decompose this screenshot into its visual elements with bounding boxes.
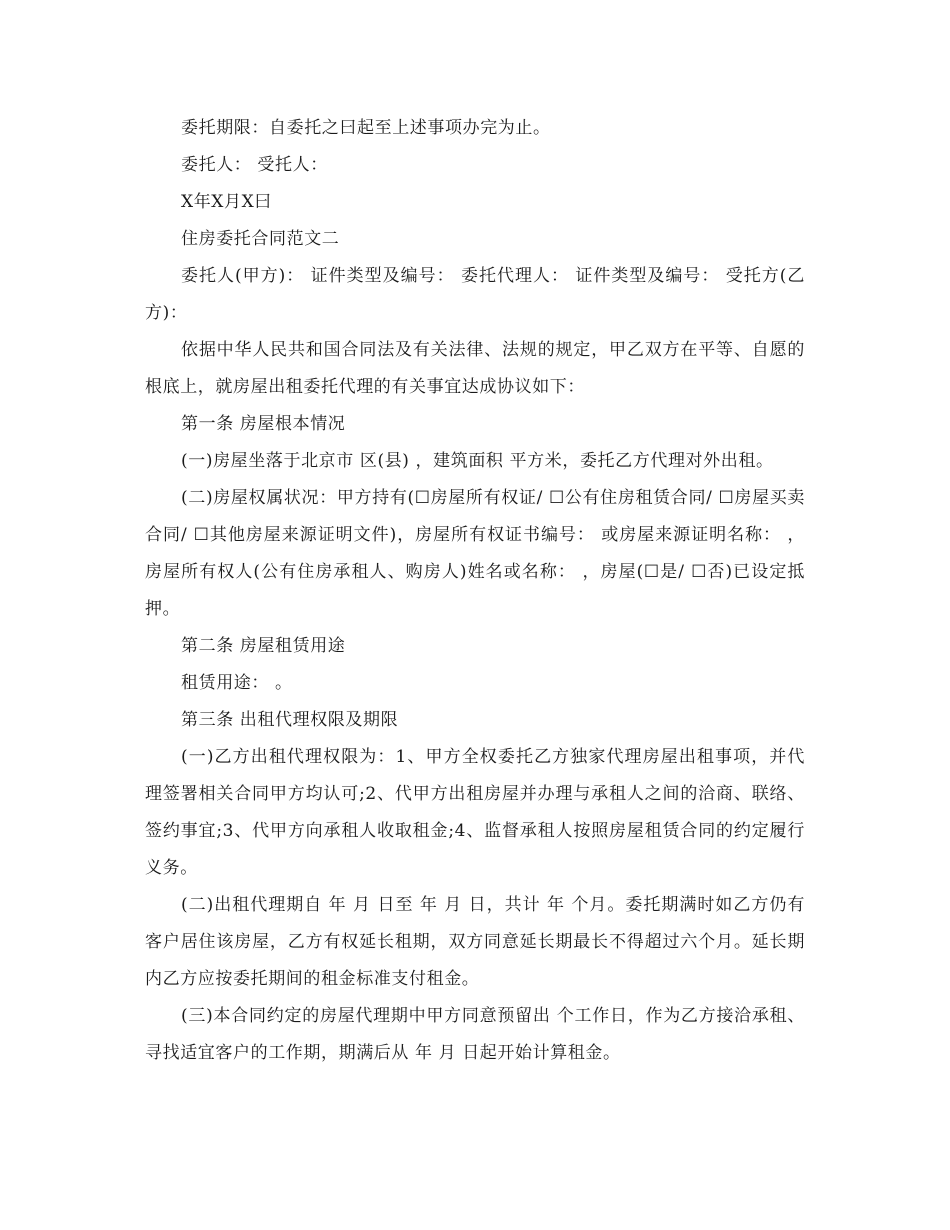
article-3-item-1: (一)乙方出租代理权限为：1、甲方全权委托乙方独家代理房屋出租事项，并代理签署相关合同甲方均认可;2、代甲方出租房屋并办理与承租人之间的洽商、联络、签约事宜;3、代甲方向承租人收取租金;4、监督承租人按照房屋租赁合同的约定履行义务。 (145, 747, 805, 878)
article-2-heading: 第二条 房屋租赁用途 (181, 636, 346, 656)
article-1-item-1: (一)房屋坐落于北京市 区(县) ，建筑面积 平方米，委托乙方代理对外出租。 (181, 451, 774, 471)
paragraph-preamble: 依据中华人民共和国合同法及有关法律、法规的规定，甲乙双方在平等、自愿的根底上，就房屋出租委托代理的有关事宜达成协议如下： (145, 340, 805, 397)
article-3-item-3: (三)本合同约定的房屋代理期中甲方同意预留出 个工作日，作为乙方接洽承租、寻找适宜客户的工作期，期满后从 年 月 日起开始计算租金。 (145, 1006, 805, 1063)
article-3-item-2: (二)出租代理期自 年 月 日至 年 月 日，共计 年 个月。委托期满时如乙方仍有客户居住该房屋，乙方有权延长租期，双方同意延长期最长不得超过六个月。延长期内乙方应按委托期间的租金标准支付租金。 (145, 895, 805, 989)
paragraph-principal-agent: 委托人： 受托人： (181, 155, 328, 175)
paragraph-parties: 委托人(甲方)： 证件类型及编号： 委托代理人： 证件类型及编号： 受托方(乙方)： (145, 266, 805, 323)
article-1-heading: 第一条 房屋根本情况 (181, 414, 346, 434)
paragraph-term-period: 委托期限：自委托之曰起至上述事项办完为止。 (181, 118, 551, 138)
article-1-item-2: (二)房屋权属状况：甲方持有(☐房屋所有权证/ ☐公有住房租赁合同/ ☐房屋买卖合同/ ☐其他房屋来源证明文件)，房屋所有权证书编号： 或房屋来源证明名称： ，房屋所有权人(公有住房承租人、购房人)姓名或名称： ，房屋(☐是/ ☐否)已设定抵押。 (145, 488, 805, 619)
article-2-usage: 租赁用途： 。 (181, 673, 293, 693)
paragraph-date: X年X月X曰 (181, 192, 272, 212)
section-title: 住房委托合同范文二 (181, 229, 340, 249)
document-page (145, 110, 805, 1072)
article-3-heading: 第三条 出租代理权限及期限 (181, 710, 399, 730)
